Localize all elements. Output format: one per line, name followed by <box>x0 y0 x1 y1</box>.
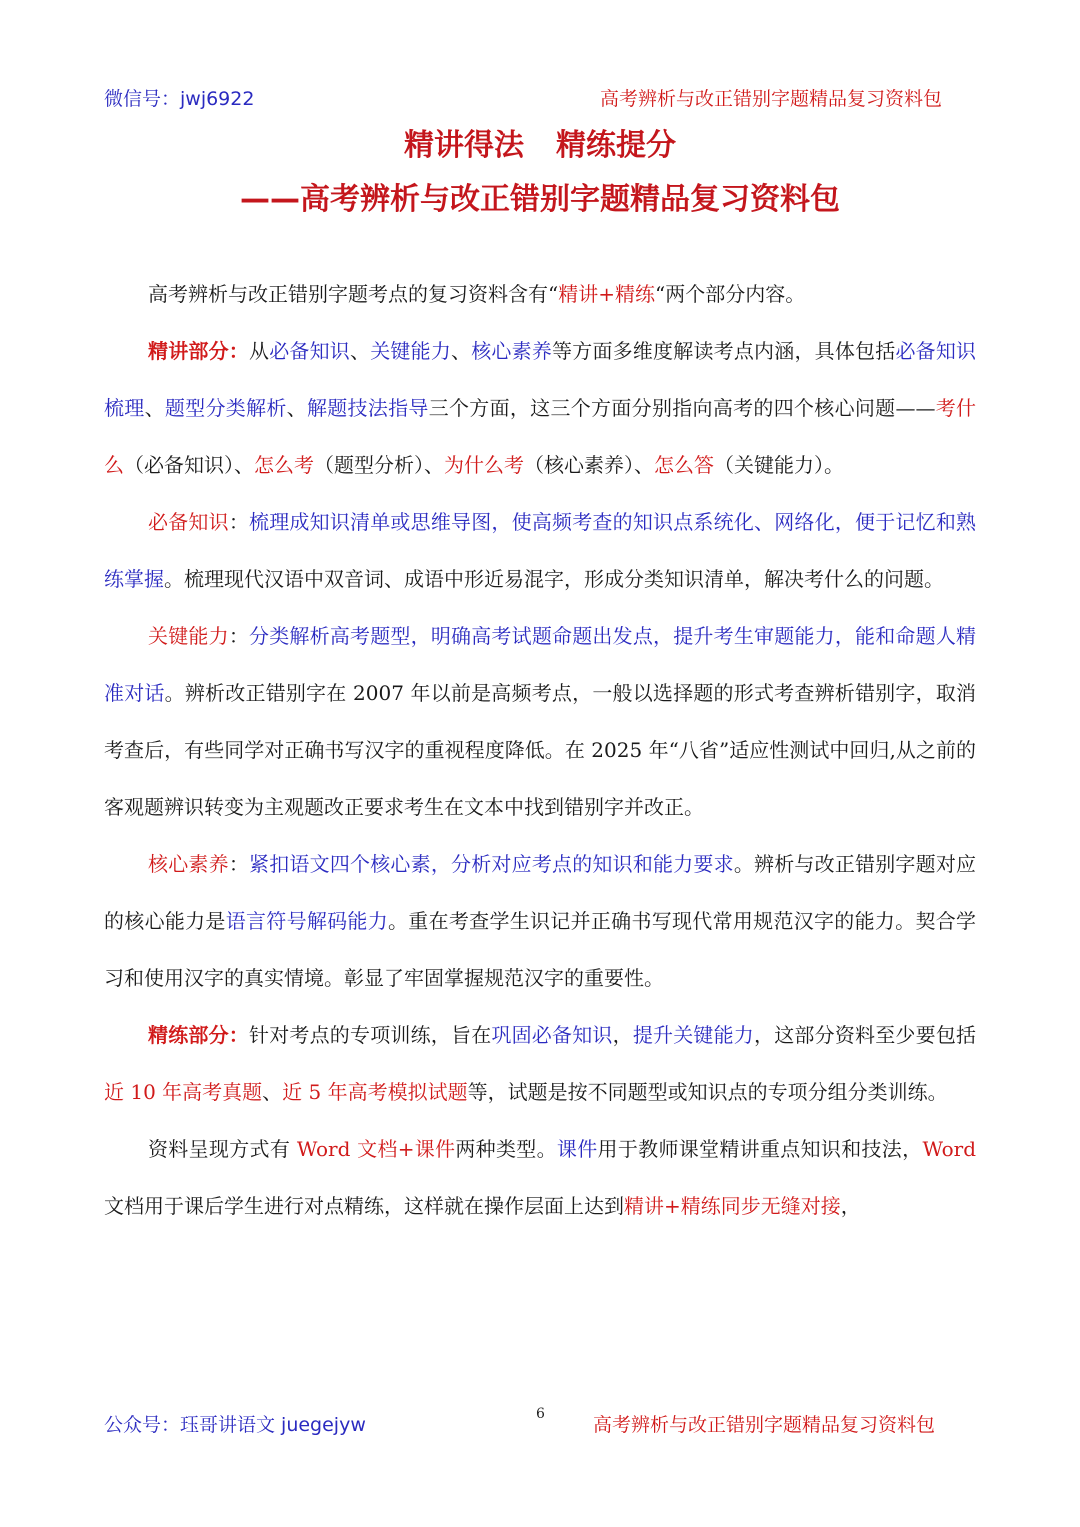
highlighted-text: 语言符号解码能力 <box>225 909 389 933</box>
header-wechat-id: 微信号：jwj6922 <box>104 88 255 110</box>
text-run: ， <box>612 1023 633 1047</box>
paragraph <box>104 1007 976 1121</box>
highlighted-text: 必备知识 <box>269 339 351 363</box>
highlighted-text: 精讲部分： <box>148 339 249 363</box>
text-run: ： <box>228 624 250 648</box>
highlighted-text: 解题技法指导 <box>306 396 429 420</box>
text-run: 等，试题是按不同题型或知识点的专项分组分类训练。 <box>467 1080 948 1104</box>
highlighted-text: 巩固必备知识 <box>491 1023 613 1047</box>
footer-account: 公众号：珏哥讲语文 juegejyw <box>104 1414 366 1436</box>
text-run: 资料呈现方式有 <box>148 1137 297 1161</box>
page-title <box>0 120 1080 164</box>
text-run: ， <box>840 1194 861 1218</box>
highlighted-text: 关键能力 <box>148 624 229 648</box>
text-run: 、 <box>451 339 472 363</box>
text-run: 从 <box>249 339 270 363</box>
text-run: （必备知识）、 <box>124 453 254 477</box>
highlighted-text: 关键能力 <box>370 339 452 363</box>
highlighted-text: 必备知识梳理 <box>104 339 977 420</box>
page-number: 6 <box>536 1406 545 1422</box>
highlighted-text: 怎么考 <box>254 453 314 477</box>
text-run: 、 <box>144 396 165 420</box>
text-run: 高考辨析与改正错别字题考点的复习资料含有“ <box>148 282 559 306</box>
highlighted-text: 核心素养 <box>148 852 229 876</box>
text-run: 。梳理现代汉语中双音词、成语中形近易混字，形成分类知识清单，解决考什么的问题。 <box>164 567 944 591</box>
highlighted-text: 必备知识 <box>148 510 229 534</box>
text-run: 、 <box>286 396 307 420</box>
highlighted-text: 精讲+精练 <box>558 282 655 306</box>
highlighted-text: 课件 <box>556 1137 598 1161</box>
text-run: ，这部分资料至少要包括 <box>754 1023 977 1047</box>
text-run: 两种类型。 <box>455 1137 557 1161</box>
text-run: 。辨析与改正错别字题对应的核心能力是 <box>104 852 977 933</box>
highlighted-text: 核心素养 <box>471 339 553 363</box>
highlighted-text: 梳理成知识清单或思维导图，使高频考查的知识点系统化、网络化，便于记忆和熟练掌握 <box>104 510 977 591</box>
text-run: 用于教师课堂精讲重点知识和技法， <box>597 1137 923 1161</box>
text-run: ： <box>228 852 250 876</box>
paragraph <box>104 266 976 323</box>
highlighted-text: 近 10 年高考真题 <box>104 1080 263 1104</box>
paragraph <box>104 608 976 836</box>
text-run: （关键能力）。 <box>714 453 844 477</box>
text-run: 、 <box>350 339 371 363</box>
highlighted-text: 怎么答 <box>654 453 714 477</box>
text-run: 。重在考查学生识记并正确书写现代常用规范汉字的能力。契合学习和使用汉字的真实情境。彰显了牢固掌握规范汉字的重要性。 <box>104 909 977 990</box>
footer-doc-title: 高考辨析与改正错别字题精品复习资料包 <box>593 1414 936 1436</box>
text-run: 针对考点的专项训练，旨在 <box>249 1023 492 1047</box>
paragraph <box>104 323 976 494</box>
highlighted-text: Word 文档+课件 <box>296 1137 456 1161</box>
text-run: 、 <box>262 1080 283 1104</box>
text-run: ： <box>228 510 250 534</box>
highlighted-text: 紧扣语文四个核心素，分析对应考点的知识和能力要求 <box>249 852 734 876</box>
text-run: 。辨析改正错别字在 2007 年以前是高频考点，一般以选择题的形式考查辨析错别字，取消考查后，有些同学对正确书写汉字的重视程度降低。在 2025 年“八省”适应性测试中回归,从之前的客观题辨识转变为主观题改正要求考生在文本中找到错别字并改正。 <box>104 681 976 819</box>
header-doc-title: 高考辨析与改正错别字题精品复习资料包 <box>600 88 943 110</box>
text-run: 等方面多维度解读考点内涵，具体包括 <box>552 339 896 363</box>
paragraph <box>104 1121 976 1235</box>
highlighted-text: 为什么考 <box>444 453 524 477</box>
text-run: （核心素养）、 <box>524 453 654 477</box>
highlighted-text: 题型分类解析 <box>164 396 287 420</box>
paragraph <box>104 836 976 1007</box>
text-run: 三个方面，这三个方面分别指向高考的四个核心问题—— <box>428 396 936 420</box>
page-subtitle: ——高考辨析与改正错别字题精品复习资料包 <box>240 182 840 217</box>
paragraph <box>104 494 976 608</box>
text-run: （题型分析）、 <box>314 453 444 477</box>
highlighted-text: 提升关键能力 <box>632 1023 755 1047</box>
title-part-2: 精练提分 <box>556 128 676 163</box>
highlighted-text: 近 5 年高考模拟试题 <box>282 1080 468 1104</box>
highlighted-text: 精练部分： <box>148 1023 249 1047</box>
document-body <box>104 266 976 1235</box>
highlighted-text: 分类解析高考题型，明确高考试题命题出发点，提升考生审题能力，能和命题人精准对话 <box>104 624 977 705</box>
highlighted-text: Word <box>922 1137 977 1161</box>
text-run: “两个部分内容。 <box>655 282 806 306</box>
highlighted-text: 精讲+精练同步无缝对接 <box>624 1194 841 1218</box>
highlighted-text: 考什么 <box>104 396 977 477</box>
title-part-1: 精讲得法 <box>404 128 524 163</box>
text-run: 文档用于课后学生进行对点精练，这样就在操作层面上达到 <box>104 1194 624 1218</box>
